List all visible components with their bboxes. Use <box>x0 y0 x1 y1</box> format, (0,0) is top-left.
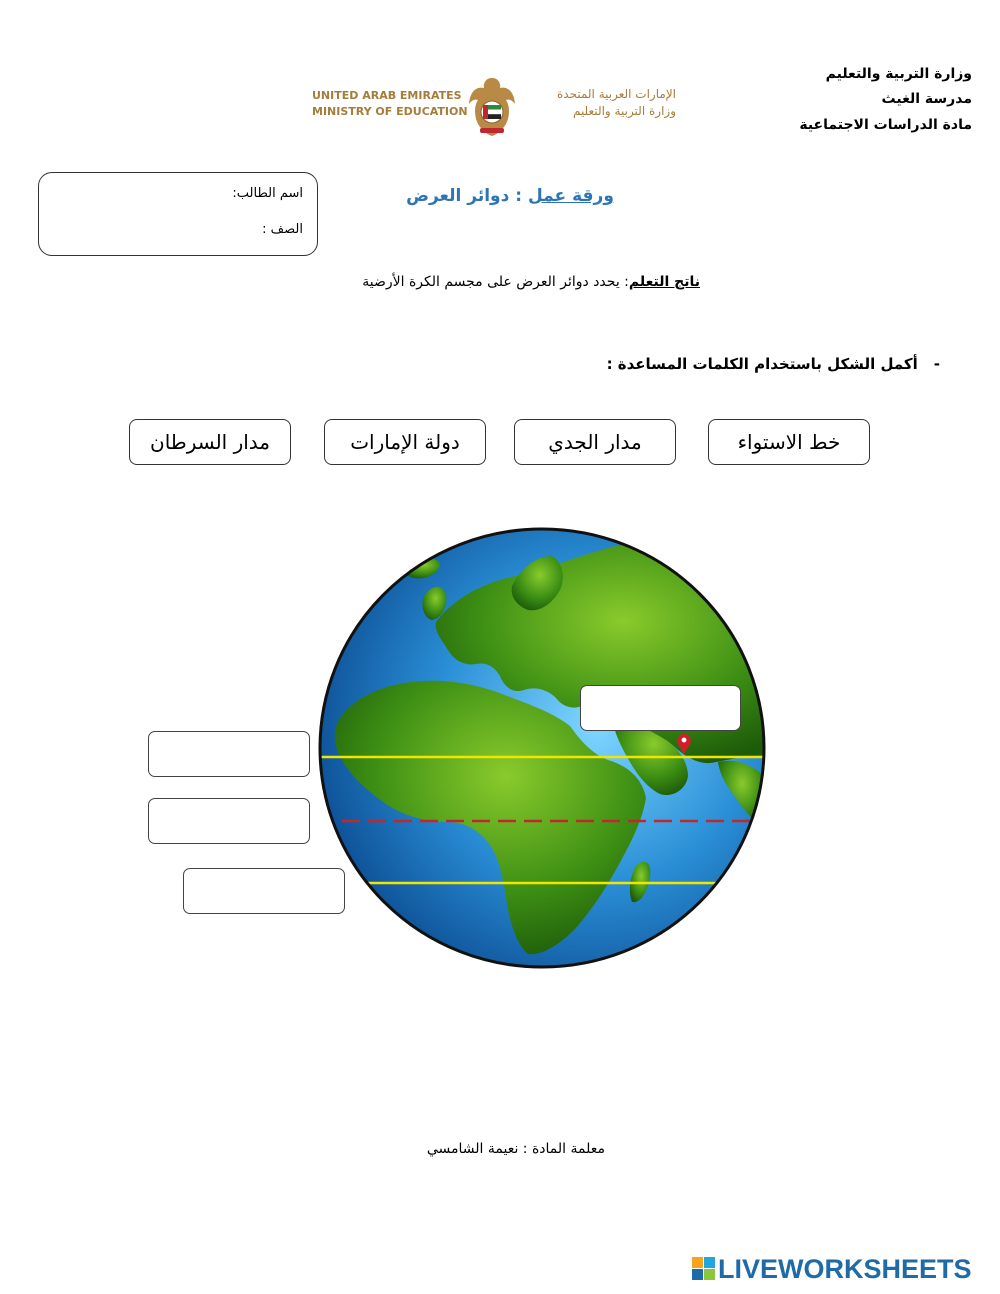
subject-name: مادة الدراسات الاجتماعية <box>799 117 972 133</box>
word-tropic-capricorn[interactable]: مدار الجدي <box>514 419 676 465</box>
ministry-name: وزارة التربية والتعليم <box>825 66 972 82</box>
instruction <box>607 355 940 373</box>
logo-english-text <box>312 88 468 120</box>
answer-uae[interactable] <box>580 685 741 731</box>
teacher-name: معلمة المادة : نعيمة الشامسي <box>426 1141 605 1157</box>
logo-ar-line2: وزارة التربية والتعليم <box>572 104 676 118</box>
liveworksheets-logo[interactable] <box>692 1254 972 1284</box>
earth-globe <box>316 526 768 970</box>
logo-en-line2: MINISTRY OF EDUCATION <box>312 105 468 118</box>
logo-ar-line1: الإمارات العربية المتحدة <box>557 87 676 101</box>
word-equator[interactable]: خط الاستواء <box>708 419 870 465</box>
word-uae[interactable]: دولة الإمارات <box>324 419 486 465</box>
liveworksheets-brand-text: LIVEWORKSHEETS <box>718 1253 972 1284</box>
student-class-label: الصف : <box>262 222 303 237</box>
instruction-text: أكمل الشكل باستخدام الكلمات المساعدة : <box>606 355 918 373</box>
student-name-label: اسم الطالب: <box>232 186 303 201</box>
word-tropic-cancer[interactable]: مدار السرطان <box>129 419 291 465</box>
student-info-box <box>38 172 318 256</box>
land-americas-edge <box>316 581 366 626</box>
answer-tropic-cancer[interactable] <box>148 731 310 777</box>
worksheet-title <box>400 186 620 206</box>
outcome-text: : يحدد دوائر العرض على مجسم الكرة الأرضية <box>362 274 629 290</box>
title-part-1: ورقة عمل <box>527 186 614 206</box>
liveworksheets-blocks-icon <box>692 1257 716 1281</box>
school-name: مدرسة الغيث <box>881 91 972 107</box>
instruction-bullet: - <box>933 355 940 373</box>
title-part-2: : دوائر العرض <box>406 186 528 206</box>
outcome-label: ناتج التعلم <box>628 274 700 290</box>
logo-en-line1: UNITED ARAB EMIRATES <box>312 89 462 102</box>
answer-equator[interactable] <box>148 798 310 844</box>
uae-emblem-icon <box>466 74 518 140</box>
learning-outcome <box>250 274 700 290</box>
logo-arabic-text <box>530 86 676 120</box>
answer-tropic-capricorn[interactable] <box>183 868 345 914</box>
